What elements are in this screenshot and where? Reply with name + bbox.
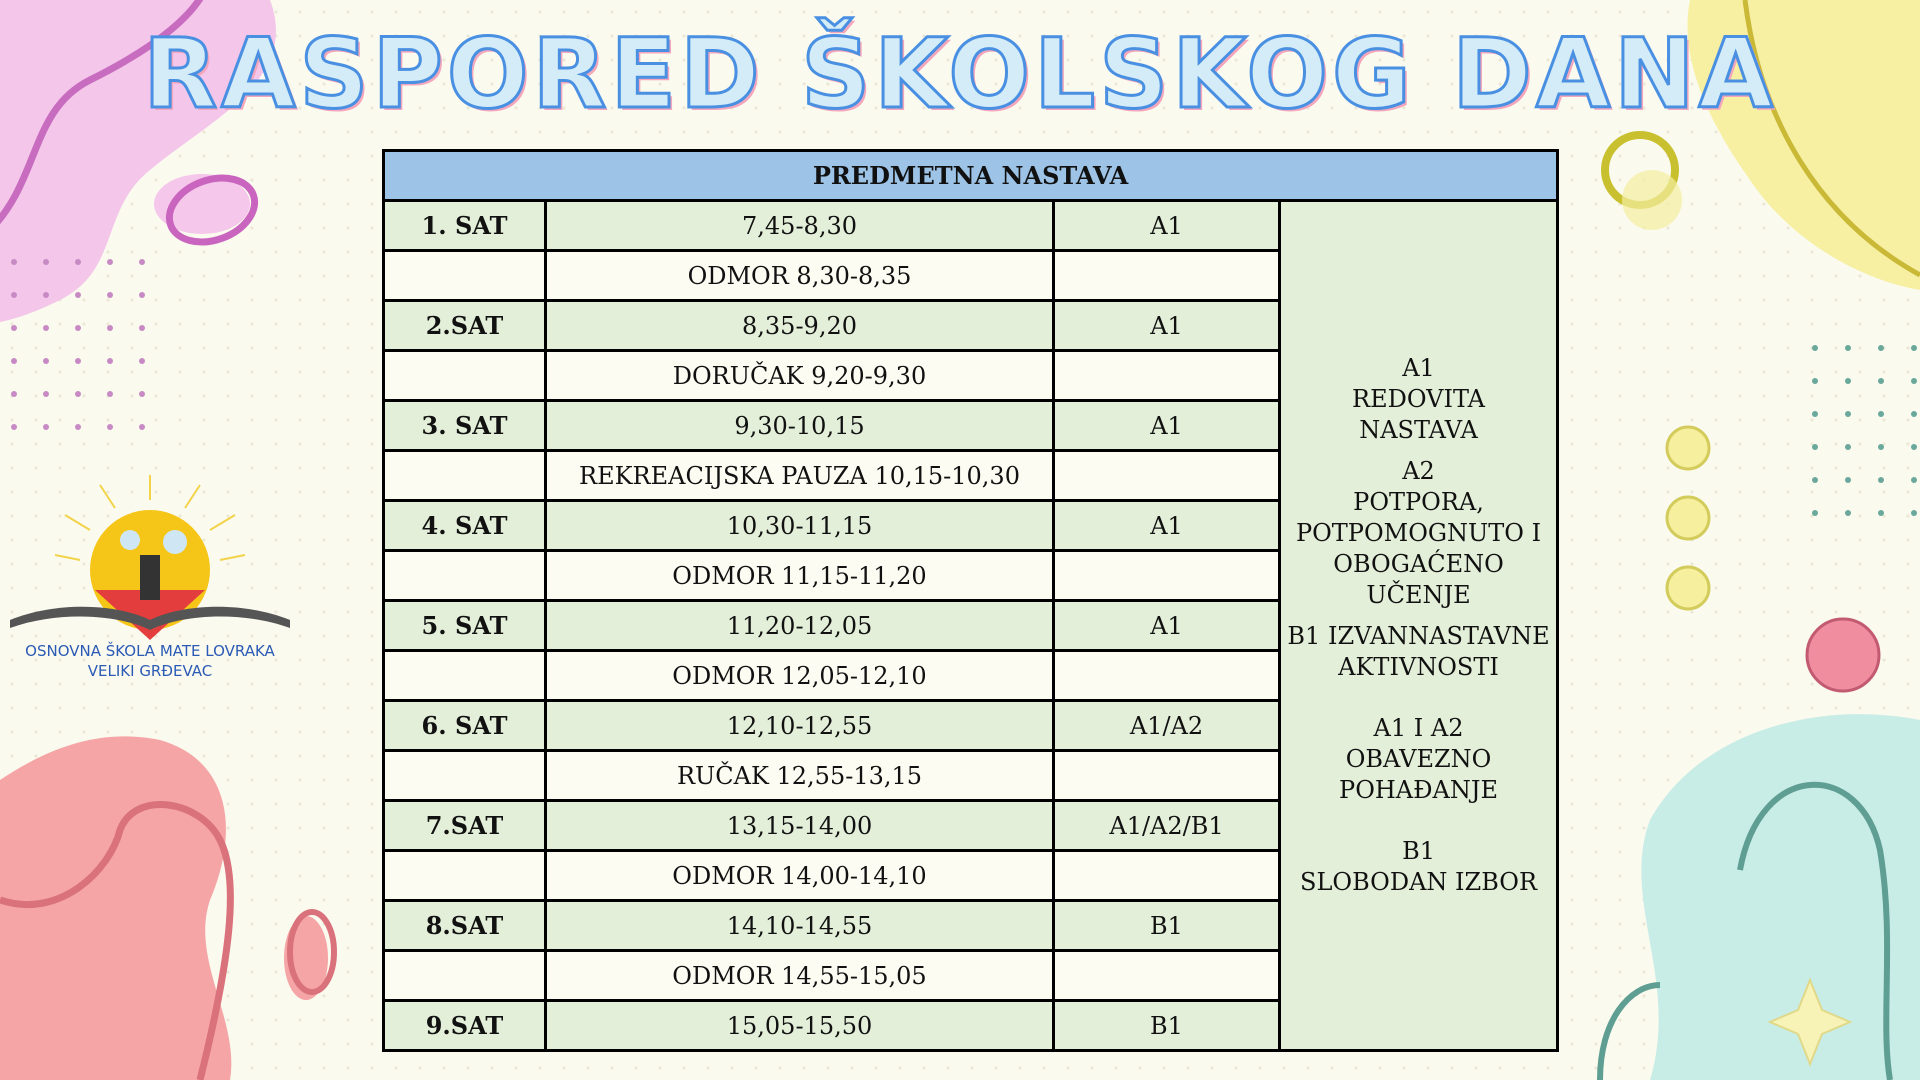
period-time: 8,35-9,20: [546, 301, 1054, 351]
legend-cell: [1280, 201, 1558, 1051]
period-group: A1: [1054, 601, 1280, 651]
period-time: ODMOR 14,55-15,05: [546, 951, 1054, 1001]
period-group: A1: [1054, 201, 1280, 251]
legend-line: B1: [1402, 837, 1435, 865]
period-group: [1054, 351, 1280, 401]
logo-school-location: VELIKI GRĐEVAC: [87, 662, 213, 680]
legend-b1: [1281, 621, 1556, 683]
period-group: A1: [1054, 301, 1280, 351]
period-group: [1054, 551, 1280, 601]
legend-a1-a2-mandatory: [1281, 713, 1556, 806]
period-label: [384, 351, 546, 401]
period-time: 14,10-14,55: [546, 901, 1054, 951]
legend-b1-optional: [1281, 836, 1556, 898]
period-label: 1. SAT: [384, 201, 546, 251]
legend-line: OBAVEZNO: [1345, 745, 1492, 773]
period-time: ODMOR 14,00-14,10: [546, 851, 1054, 901]
period-time: 11,20-12,05: [546, 601, 1054, 651]
period-time: ODMOR 12,05-12,10: [546, 651, 1054, 701]
period-time: ODMOR 11,15-11,20: [546, 551, 1054, 601]
period-group: [1054, 651, 1280, 701]
period-time: 10,30-11,15: [546, 501, 1054, 551]
period-label: [384, 951, 546, 1001]
period-label: [384, 651, 546, 701]
period-label: 2.SAT: [384, 301, 546, 351]
period-time: 7,45-8,30: [546, 201, 1054, 251]
period-label: 4. SAT: [384, 501, 546, 551]
legend-line: A2: [1402, 457, 1435, 485]
legend-line: POTPOMOGNUTO I: [1295, 519, 1542, 547]
period-group: [1054, 951, 1280, 1001]
period-time: ODMOR 8,30-8,35: [546, 251, 1054, 301]
period-group: [1054, 851, 1280, 901]
period-group: B1: [1054, 901, 1280, 951]
period-time: 12,10-12,55: [546, 701, 1054, 751]
legend-line: B1 IZVANNASTAVNE: [1287, 622, 1550, 650]
period-label: [384, 851, 546, 901]
legend-line: AKTIVNOSTI: [1338, 653, 1499, 681]
period-group: A1/A2/B1: [1054, 801, 1280, 851]
logo-school-name: OSNOVNA ŠKOLA MATE LOVRAKA: [25, 642, 275, 660]
period-group: B1: [1054, 1001, 1280, 1051]
period-time: 13,15-14,00: [546, 801, 1054, 851]
period-label: 7.SAT: [384, 801, 546, 851]
period-time: 9,30-10,15: [546, 401, 1054, 451]
period-label: [384, 451, 546, 501]
legend-a2: [1281, 456, 1556, 611]
period-group: A1: [1054, 401, 1280, 451]
school-logo: [0, 470, 300, 690]
legend-line: OBOGAĆENO UČENJE: [1333, 550, 1504, 609]
period-label: 5. SAT: [384, 601, 546, 651]
legend-line: POTPORA,: [1353, 488, 1484, 516]
logo-emblem-icon: [0, 470, 300, 650]
period-label: 9.SAT: [384, 1001, 546, 1051]
legend-line: NASTAVA: [1359, 416, 1478, 444]
period-time: RUČAK 12,55-13,15: [546, 751, 1054, 801]
period-label: [384, 751, 546, 801]
table-row: [384, 201, 1558, 251]
period-label: 8.SAT: [384, 901, 546, 951]
period-label: [384, 551, 546, 601]
schedule-table: [382, 149, 1559, 1052]
legend-line: A1: [1402, 354, 1435, 382]
table-header: PREDMETNA NASTAVA: [384, 151, 1558, 201]
period-group: [1054, 251, 1280, 301]
period-group: A1: [1054, 501, 1280, 551]
legend-line: REDOVITA: [1352, 385, 1485, 413]
legend-a1: [1281, 353, 1556, 446]
period-group: [1054, 451, 1280, 501]
period-time: DORUČAK 9,20-9,30: [546, 351, 1054, 401]
period-group: [1054, 751, 1280, 801]
legend-line: SLOBODAN IZBOR: [1300, 868, 1538, 896]
legend-line: POHAĐANJE: [1339, 776, 1498, 804]
page-title: RASPORED ŠKOLSKOG DANA: [143, 18, 1777, 130]
period-label: 3. SAT: [384, 401, 546, 451]
period-label: 6. SAT: [384, 701, 546, 751]
legend-line: A1 I A2: [1373, 714, 1464, 742]
period-group: A1/A2: [1054, 701, 1280, 751]
period-label: [384, 251, 546, 301]
period-time: REKREACIJSKA PAUZA 10,15-10,30: [546, 451, 1054, 501]
period-time: 15,05-15,50: [546, 1001, 1054, 1051]
